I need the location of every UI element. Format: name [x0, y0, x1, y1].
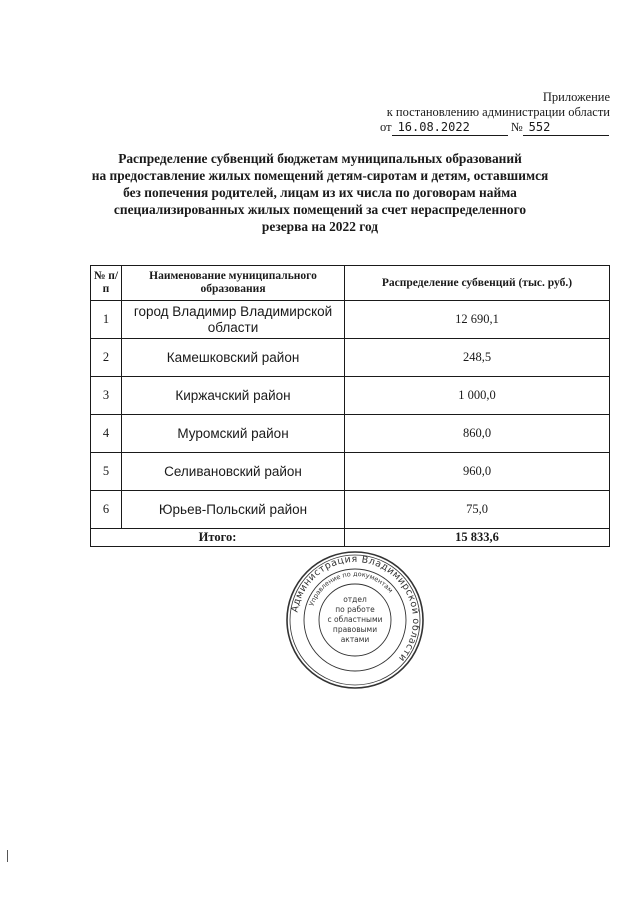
row-num: 2 — [91, 339, 122, 377]
row-value: 75,0 — [345, 491, 610, 529]
appendix-number: 552 — [523, 120, 609, 136]
appendix-date-line — [370, 120, 610, 136]
title-line: резерва на 2022 год — [261, 219, 379, 234]
document-title — [80, 150, 560, 235]
table-header-row — [91, 266, 610, 301]
table-row — [91, 301, 610, 339]
stamp-seal — [285, 550, 425, 690]
appendix-title: Приложение — [542, 90, 610, 104]
row-num: 3 — [91, 377, 122, 415]
row-value: 860,0 — [345, 415, 610, 453]
stamp-center-line: правовыми — [332, 625, 378, 634]
table-row — [91, 415, 610, 453]
title-line: специализированных жилых помещений за счет нераспределенного — [113, 202, 527, 217]
stamp-center-line: с областными — [327, 615, 383, 624]
header-num: № п/п — [91, 266, 122, 301]
row-value: 960,0 — [345, 453, 610, 491]
row-value: 1 000,0 — [345, 377, 610, 415]
appendix-date: 16.08.2022 — [392, 120, 508, 136]
total-value: 15 833,6 — [345, 529, 610, 547]
row-num: 4 — [91, 415, 122, 453]
stamp-center-line: актами — [340, 635, 370, 644]
title-line: на предоставление жилых помещений детям-сиротам и детям, оставшимся — [91, 168, 549, 183]
margin-mark — [7, 850, 8, 862]
header-name: Наименование муниципального образования — [122, 266, 345, 301]
stamp-inner-text: Управление по документам — [307, 569, 395, 608]
official-stamp — [285, 550, 425, 690]
stamp-center-line: отдел — [343, 595, 367, 604]
table-total-row — [91, 529, 610, 547]
date-prefix: от — [380, 120, 392, 134]
table-row — [91, 339, 610, 377]
row-name: Камешковский район — [122, 339, 345, 377]
row-name: Киржачский район — [122, 377, 345, 415]
header-value: Распределение субвенций (тыс. руб.) — [345, 266, 610, 301]
table-row — [91, 453, 610, 491]
row-value: 248,5 — [345, 339, 610, 377]
row-value: 12 690,1 — [345, 301, 610, 339]
stamp-center-line: по работе — [335, 605, 375, 614]
title-line: без попечения родителей, лицам из их числа по договорам найма — [123, 185, 517, 200]
title-line: Распределение субвенций бюджетам муниципальных образований — [118, 151, 522, 166]
row-name: город Владимир Владимирской области — [122, 301, 345, 339]
total-label: Итого: — [91, 529, 345, 547]
number-prefix: № — [510, 120, 523, 134]
row-name: Муромский район — [122, 415, 345, 453]
row-num: 1 — [91, 301, 122, 339]
row-num: 6 — [91, 491, 122, 529]
table-row — [91, 377, 610, 415]
stamp-outer-text: Администрация Владимирской области — [289, 553, 422, 664]
appendix-reference: к постановлению администрации области — [386, 105, 610, 119]
row-name: Юрьев-Польский район — [122, 491, 345, 529]
row-num: 5 — [91, 453, 122, 491]
row-name: Селивановский район — [122, 453, 345, 491]
table-row — [91, 491, 610, 529]
subsidy-table — [90, 265, 610, 547]
appendix-block — [370, 90, 610, 136]
